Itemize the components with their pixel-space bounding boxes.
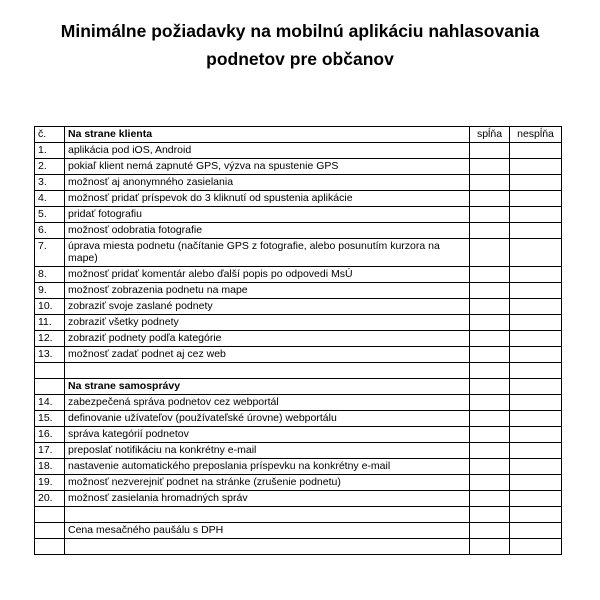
- not-meets-cell: [510, 207, 562, 223]
- table-row: [35, 491, 562, 507]
- meets-cell: [470, 159, 510, 175]
- table-row: [35, 143, 562, 159]
- row-number: 8.: [35, 267, 65, 283]
- empty-cell: [35, 379, 65, 395]
- row-requirement: pridať fotografiu: [65, 207, 470, 223]
- row-requirement: nastavenie automatického preposlania príspevku na konkrétny e-mail: [65, 459, 470, 475]
- row-requirement: pokiaľ klient nemá zapnuté GPS, výzva na spustenie GPS: [65, 159, 470, 175]
- table-row: [35, 395, 562, 411]
- row-requirement: možnosť pridať príspevok do 3 kliknutí od spustenia aplikácie: [65, 191, 470, 207]
- row-number: 12.: [35, 331, 65, 347]
- row-number: 15.: [35, 411, 65, 427]
- table-row: [35, 475, 562, 491]
- row-number: 5.: [35, 207, 65, 223]
- row-requirement: správa kategórií podnetov: [65, 427, 470, 443]
- empty-cell: [510, 539, 562, 555]
- not-meets-cell: [510, 175, 562, 191]
- meets-cell: [470, 223, 510, 239]
- not-meets-cell: [510, 443, 562, 459]
- row-number: 13.: [35, 347, 65, 363]
- empty-row: [35, 539, 562, 555]
- empty-cell: [35, 539, 65, 555]
- empty-cell: [35, 523, 65, 539]
- row-number: 7.: [35, 239, 65, 267]
- meets-cell: [470, 331, 510, 347]
- row-requirement: možnosť odobratia fotografie: [65, 223, 470, 239]
- table-row: [35, 223, 562, 239]
- row-number: 14.: [35, 395, 65, 411]
- not-meets-cell: [510, 239, 562, 267]
- meets-cell: [470, 459, 510, 475]
- not-meets-cell: [510, 191, 562, 207]
- row-requirement: možnosť nezverejniť podnet na stránke (zrušenie podnetu): [65, 475, 470, 491]
- table-header-row: [35, 127, 562, 143]
- table-row: [35, 283, 562, 299]
- meets-cell: [470, 475, 510, 491]
- meets-cell: [470, 239, 510, 267]
- table-row: [35, 443, 562, 459]
- not-meets-cell: [510, 491, 562, 507]
- row-number: 1.: [35, 143, 65, 159]
- meets-cell: [470, 395, 510, 411]
- empty-cell: [510, 379, 562, 395]
- row-requirement: zobraziť podnety podľa kategórie: [65, 331, 470, 347]
- row-requirement: definovanie užívateľov (používateľské úrovne) webportálu: [65, 411, 470, 427]
- table-row: [35, 347, 562, 363]
- header-number: č.: [35, 127, 65, 143]
- price-row: [35, 523, 562, 539]
- meets-cell: [470, 491, 510, 507]
- row-requirement: aplikácia pod iOS, Android: [65, 143, 470, 159]
- meets-cell: [470, 191, 510, 207]
- title-line-2: podnetov pre občanov: [206, 49, 394, 69]
- client-requirements: [35, 143, 562, 379]
- not-meets-cell: [510, 331, 562, 347]
- table-row: [35, 427, 562, 443]
- row-number: 10.: [35, 299, 65, 315]
- empty-cell: [35, 507, 65, 523]
- spacer-row: [35, 507, 562, 523]
- table-row: [35, 175, 562, 191]
- row-requirement: zabezpečená správa podnetov cez webportál: [65, 395, 470, 411]
- empty-cell: [470, 507, 510, 523]
- row-number: 17.: [35, 443, 65, 459]
- row-number: 18.: [35, 459, 65, 475]
- table-row: [35, 207, 562, 223]
- table-row: [35, 239, 562, 267]
- row-requirement: úprava miesta podnetu (načítanie GPS z fotografie, alebo posunutím kurzora na mape): [65, 239, 470, 267]
- meets-cell: [470, 315, 510, 331]
- row-requirement: možnosť zasielania hromadných správ: [65, 491, 470, 507]
- empty-cell: [65, 363, 470, 379]
- meets-cell: [470, 175, 510, 191]
- meets-cell: [470, 143, 510, 159]
- row-requirement: možnosť aj anonymného zasielania: [65, 175, 470, 191]
- row-requirement: možnosť pridať komentár alebo ďalší popis po odpovedi MsÚ: [65, 267, 470, 283]
- empty-cell: [510, 507, 562, 523]
- requirements-table: [34, 126, 562, 555]
- header-meets: spĺňa: [470, 127, 510, 143]
- admin-section-row: [35, 379, 562, 395]
- table-row: [35, 315, 562, 331]
- title-line-1: Minimálne požiadavky na mobilnú aplikáciu nahlasovania: [60, 21, 540, 41]
- row-requirement: možnosť zadať podnet aj cez web: [65, 347, 470, 363]
- meets-cell: [470, 207, 510, 223]
- row-number: 6.: [35, 223, 65, 239]
- row-number: 16.: [35, 427, 65, 443]
- not-meets-cell: [510, 223, 562, 239]
- row-number: 3.: [35, 175, 65, 191]
- price-row-label: Cena mesačného paušálu s DPH: [65, 523, 470, 539]
- not-meets-cell: [510, 159, 562, 175]
- table-row: [35, 331, 562, 347]
- row-requirement: možnosť zobrazenia podnetu na mape: [65, 283, 470, 299]
- not-meets-cell: [510, 283, 562, 299]
- row-number: 20.: [35, 491, 65, 507]
- row-number: 11.: [35, 315, 65, 331]
- not-meets-cell: [510, 299, 562, 315]
- table-row: [35, 159, 562, 175]
- table-row: [35, 299, 562, 315]
- not-meets-cell: [510, 143, 562, 159]
- table-row: [35, 267, 562, 283]
- table-row: [35, 459, 562, 475]
- not-meets-cell: [510, 315, 562, 331]
- not-meets-cell: [510, 347, 562, 363]
- empty-cell: [65, 507, 470, 523]
- empty-cell: [35, 363, 65, 379]
- admin-section-row-label: Na strane samosprávy: [65, 379, 470, 395]
- row-requirement: zobraziť svoje zaslané podnety: [65, 299, 470, 315]
- empty-cell: [510, 523, 562, 539]
- meets-cell: [470, 347, 510, 363]
- header-not-meets: nespĺňa: [510, 127, 562, 143]
- not-meets-cell: [510, 459, 562, 475]
- meets-cell: [470, 267, 510, 283]
- meets-cell: [470, 427, 510, 443]
- not-meets-cell: [510, 267, 562, 283]
- meets-cell: [470, 299, 510, 315]
- not-meets-cell: [510, 411, 562, 427]
- empty-cell: [65, 539, 470, 555]
- empty-cell: [470, 379, 510, 395]
- row-number: 9.: [35, 283, 65, 299]
- empty-cell: [470, 523, 510, 539]
- not-meets-cell: [510, 427, 562, 443]
- empty-cell: [470, 363, 510, 379]
- row-number: 19.: [35, 475, 65, 491]
- document-title: [0, 17, 600, 73]
- row-number: 2.: [35, 159, 65, 175]
- meets-cell: [470, 411, 510, 427]
- meets-cell: [470, 283, 510, 299]
- spacer-row: [35, 363, 562, 379]
- table-row: [35, 411, 562, 427]
- header-client-section: Na strane klienta: [65, 127, 470, 143]
- not-meets-cell: [510, 395, 562, 411]
- row-requirement: zobraziť všetky podnety: [65, 315, 470, 331]
- meets-cell: [470, 443, 510, 459]
- table-row: [35, 191, 562, 207]
- row-requirement: preposlať notifikáciu na konkrétny e-mail: [65, 443, 470, 459]
- empty-cell: [510, 363, 562, 379]
- row-number: 4.: [35, 191, 65, 207]
- empty-cell: [470, 539, 510, 555]
- admin-requirements: [35, 379, 562, 555]
- not-meets-cell: [510, 475, 562, 491]
